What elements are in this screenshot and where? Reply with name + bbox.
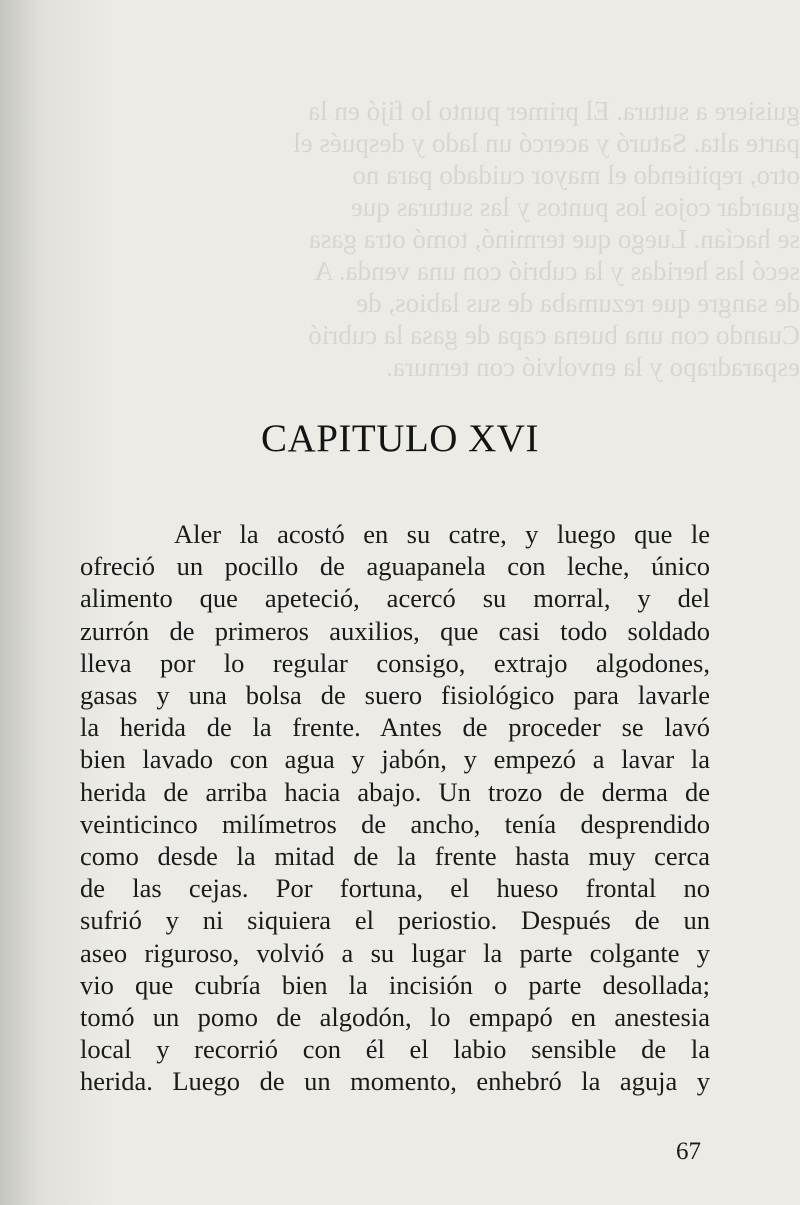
text-line: Aler la acostó en su catre, y luego que le xyxy=(174,519,710,549)
text-line: alimento que apeteció, acercó su morral, y del xyxy=(80,583,710,614)
page-number: 67 xyxy=(676,1138,701,1165)
text-line: la herida de la frente. Antes de proceder se lavó xyxy=(80,712,710,743)
text-line: tomó un pomo de algodón, lo empapó en anestesia xyxy=(80,1002,710,1033)
chapter-title: CAPITULO XVI xyxy=(261,417,539,460)
text-line: vio que cubría bien la incisión o parte desollada; xyxy=(80,969,710,1000)
text-line: ofreció un pocillo de aguapanela con leche, único xyxy=(80,551,710,582)
text-line: de las cejas. Por fortuna, el hueso frontal no xyxy=(80,873,710,904)
text-line: como desde la mitad de la frente hasta muy cerca xyxy=(80,841,710,872)
bleed-through-text: guisiere a sutura. El primer punto lo fijó en la parte alta. Saturó y acercó un lado y después el otro, repitiendo el mayor cuidado para no guardar cojos los puntos y las suturas que se hacían. Luego que terminó, tomó otra gasa secó las heridas y la cubrió con una venda. A de sangre que rezumaba de sus labios, de Cuando con una buena capa de gasa la cubrió esparadrapo y la envolvió con ternura. xyxy=(293,96,800,382)
text-line: aseo riguroso, volvió a su lugar la parte colgante y xyxy=(80,937,710,968)
text-line: veinticinco milímetros de ancho, tenía desprendido xyxy=(80,808,710,839)
text-line: sufrió y ni siquiera el periostio. Después de un xyxy=(80,905,710,936)
text-line: lleva por lo regular consigo, extrajo algodones, xyxy=(80,647,710,678)
text-line: herida. Luego de un momento, enhebró la aguja y xyxy=(80,1066,710,1097)
text-line: local y recorrió con él el labio sensible de la xyxy=(80,1034,710,1065)
text-line: bien lavado con agua y jabón, y empezó a lavar la xyxy=(80,744,710,775)
text-line: gasas y una bolsa de suero fisiológico para lavarle xyxy=(80,680,710,711)
body-paragraph xyxy=(80,518,710,1098)
text-line: zurrón de primeros auxilios, que casi todo soldado xyxy=(80,615,710,646)
text-line: herida de arriba hacia abajo. Un trozo de derma de xyxy=(80,776,710,807)
